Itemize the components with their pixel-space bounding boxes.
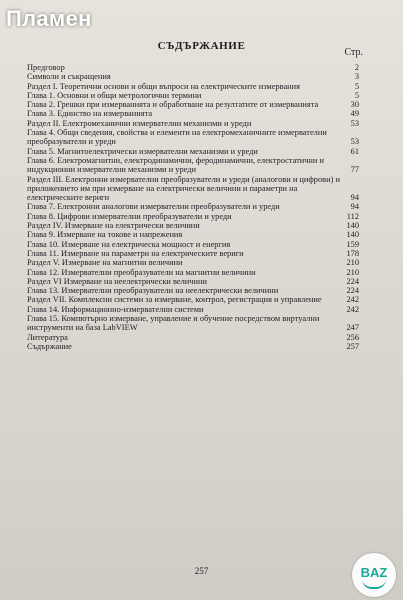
- toc-entry-title: Глава 14. Информационно-измервателни системи: [27, 304, 204, 314]
- toc-entry: [27, 109, 359, 118]
- toc-entry: [27, 82, 359, 91]
- toc-entry: [27, 277, 359, 286]
- toc-entry-page: 210: [346, 267, 359, 277]
- toc-entry-page: 242: [346, 295, 359, 305]
- toc-entry-title: Глава 2. Грешки при измерванията и обработване на резултатите от измерванията: [27, 100, 319, 110]
- toc-entry: [27, 156, 359, 175]
- toc-entry-page: 224: [346, 286, 359, 296]
- toc-entry-page: 77: [350, 165, 359, 175]
- toc-entry-title: Глава 3. Единство на измерванията: [27, 109, 153, 119]
- toc-entry-page: 224: [346, 276, 359, 286]
- toc-entry-page: 112: [346, 211, 359, 221]
- toc-entry-title: Литература: [27, 332, 68, 342]
- toc-entry-page: 242: [346, 304, 359, 314]
- toc-entry-title: Глава 11. Измерване на параметри на електрическите вериги: [27, 248, 244, 258]
- toc-entry: [27, 342, 359, 351]
- toc-entry-page: 247: [346, 323, 359, 333]
- toc-entry-page: 210: [346, 258, 359, 268]
- toc-entry: [27, 295, 359, 304]
- toc-entry: [27, 128, 359, 147]
- toc-entry-page: 159: [346, 239, 359, 249]
- toc-entry-page: 3: [354, 72, 359, 82]
- toc-entry-page: 256: [346, 332, 359, 342]
- toc-entry: [27, 72, 359, 81]
- toc-entry: [27, 221, 359, 230]
- toc-entry-title: Глава 15. Компютърно измерване, управление и обучение посредством виртуални инструменти на база LabVIEW: [27, 314, 320, 333]
- toc-entry: [27, 240, 359, 249]
- toc-entry-title: Глава 8. Цифрови измервателни преобразуватели и уреди: [27, 211, 232, 221]
- brand-watermark: Пламен: [6, 6, 92, 31]
- page-title: СЪДЪРЖАНИЕ: [157, 40, 246, 52]
- toc-entry-title: Раздел VII. Комплексни системи за измерване, контрол, регистрация и управление: [27, 295, 322, 305]
- toc-entry-title: Раздел V. Измерване на магнитни величини: [27, 258, 183, 268]
- toc-entry-page: 61: [350, 146, 359, 156]
- toc-entry: [27, 249, 359, 258]
- toc-entry-page: 257: [346, 341, 359, 351]
- toc-entry-page: 2: [354, 63, 359, 72]
- toc-entry-page: 5: [354, 81, 359, 91]
- toc-entry: [27, 63, 359, 72]
- toc-entry-title: Съдържание: [27, 341, 72, 351]
- toc-entry-page: 94: [350, 193, 359, 203]
- toc-entry: [27, 333, 359, 342]
- toc-entry: [27, 286, 359, 295]
- toc-entry-title: Глава 9. Измерване на токове и напрежения: [27, 230, 183, 240]
- toc-entry-page: 178: [346, 248, 359, 258]
- toc-entry: [27, 202, 359, 211]
- toc-entry-title: Предговор: [27, 63, 65, 72]
- bazar-logo-icon: BAZ: [352, 553, 396, 597]
- toc-entry-title: Глава 13. Измервателни преобразуватели на неелектрически величини: [27, 286, 279, 296]
- toc-entry: [27, 100, 359, 109]
- toc-entry-page: 94: [350, 202, 359, 212]
- toc-entry: [27, 175, 359, 203]
- toc-entry-title: Глава 1. Основни и общи метрологични термини: [27, 90, 202, 100]
- toc-entry-title: Раздел II. Електромеханични измервателни механизми и уреди: [27, 118, 252, 128]
- toc-entry-title: Раздел III. Електронни измервателни преобразуватели и уреди (аналогови и цифрови) и приложението им при измерване на електрически величини и параметри на електрическите вериги: [27, 174, 340, 203]
- page-number: 257: [194, 566, 209, 576]
- toc-entry-page: 5: [354, 90, 359, 100]
- toc-entry-title: Глава 4. Общи сведения, свойства и елементи на електромеханичните измервателни преобразуватели и уреди: [27, 128, 327, 147]
- toc-entry-title: Символи и съкращения: [27, 72, 111, 82]
- toc-entry-page: 30: [350, 100, 359, 110]
- toc-entry: [27, 212, 359, 221]
- toc-entry-title: Глава 5. Магнитоелектрически измервателни механизми и уреди: [27, 146, 258, 156]
- toc-entry-page: 53: [350, 137, 359, 147]
- toc-entry-title: Глава 7. Електронни аналогови измервателни преобразуватели и уреди: [27, 202, 280, 212]
- toc-entry: [27, 91, 359, 100]
- toc-entry: [27, 268, 359, 277]
- toc-entry-title: Раздел VI Измерване на неелектрически величини: [27, 276, 207, 286]
- toc-entry-title: Глава 12. Измервателни преобразуватели на магнитни величини: [27, 267, 256, 277]
- table-of-contents: [27, 63, 359, 351]
- toc-entry: [27, 230, 359, 239]
- toc-entry: [27, 314, 359, 333]
- toc-entry-title: Глава 6. Електромагнитни, електродинамични, феродинамични, електростатични и индукционни измервателни механизми и уреди: [27, 155, 324, 175]
- page-column-header: Стр.: [344, 47, 363, 58]
- toc-entry-page: 140: [346, 221, 359, 231]
- toc-entry-title: Раздел IV. Измерване на електрически величини: [27, 221, 200, 231]
- toc-entry-title: Глава 10. Измерване на електрическа мощност и енергия: [27, 239, 231, 249]
- toc-entry: [27, 147, 359, 156]
- toc-entry-title: Раздел I. Теоретични основи и общи въпроси на електрическите измервания: [27, 81, 301, 91]
- toc-entry-page: 53: [350, 118, 359, 128]
- toc-entry-page: 49: [350, 109, 359, 119]
- toc-entry-page: 140: [346, 230, 359, 240]
- toc-entry: [27, 305, 359, 314]
- toc-entry: [27, 119, 359, 128]
- toc-entry: [27, 258, 359, 267]
